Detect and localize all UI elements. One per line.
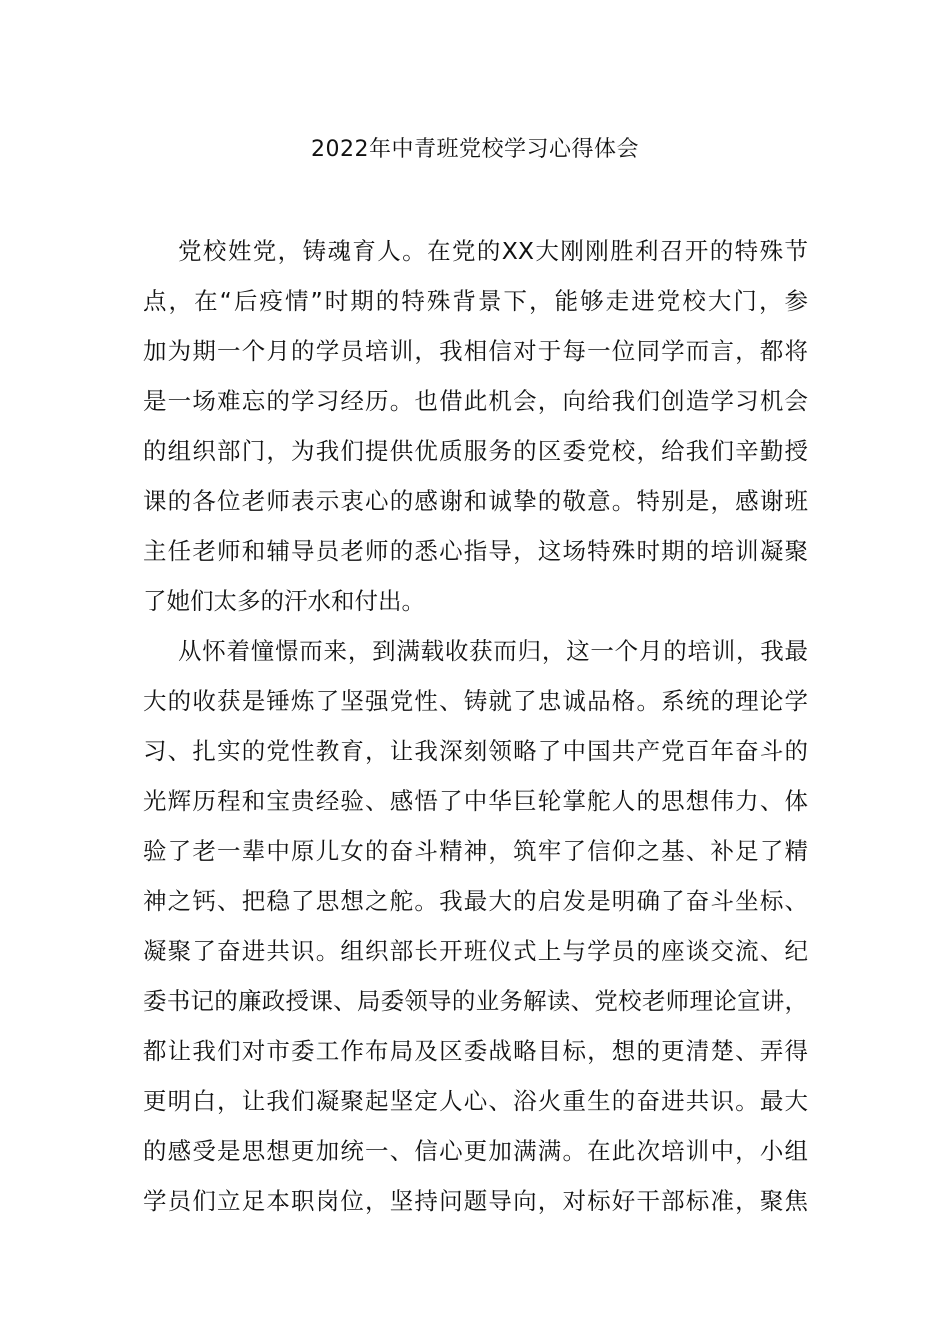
paragraph-line: 都让我们对市委工作布局及区委战略目标，想的更清楚、弄得: [143, 1037, 808, 1065]
paragraph-line: 的组织部门，为我们提供优质服务的区委党校，给我们辛勤授: [143, 437, 808, 465]
paragraph-1: [143, 226, 808, 626]
paragraph-line: 党校姓党，铸魂育人。在党的XX大刚刚胜利召开的特殊节: [178, 237, 808, 265]
paragraph-line: 课的各位老师表示衷心的感谢和诚挚的敬意。特别是，感谢班: [143, 487, 808, 515]
paragraph-line: 凝聚了奋进共识。组织部长开班仪式上与学员的座谈交流、纪: [143, 937, 808, 965]
paragraph-line: 从怀着憧憬而来，到满载收获而归，这一个月的培训，我最: [178, 637, 808, 665]
paragraph-line: 验了老一辈中原儿女的奋斗精神，筑牢了信仰之基、补足了精: [143, 837, 808, 865]
paragraph-line: 神之钙、把稳了思想之舵。我最大的启发是明确了奋斗坐标、: [143, 887, 808, 915]
document-body: [143, 226, 808, 1226]
paragraph-line: 更明白，让我们凝聚起坚定人心、浴火重生的奋进共识。最大: [143, 1087, 808, 1115]
paragraph-line: 主任老师和辅导员老师的悉心指导，这场特殊时期的培训凝聚: [143, 537, 808, 565]
paragraph-line: 点，在“后疫情”时期的特殊背景下，能够走进党校大门，参: [143, 287, 808, 315]
paragraph-line: 学员们立足本职岗位，坚持问题导向，对标好干部标准，聚焦: [143, 1187, 808, 1215]
paragraph-line: 加为期一个月的学员培训，我相信对于每一位同学而言，都将: [143, 337, 808, 365]
paragraph-line: 光辉历程和宝贵经验、感悟了中华巨轮掌舵人的思想伟力、体: [143, 787, 808, 815]
paragraph-line: 大的收获是锤炼了坚强党性、铸就了忠诚品格。系统的理论学: [143, 687, 808, 715]
paragraph-line: 委书记的廉政授课、局委领导的业务解读、党校老师理论宣讲，: [143, 987, 808, 1015]
paragraph-line: 习、扎实的党性教育，让我深刻领略了中国共产党百年奋斗的: [143, 737, 808, 765]
paragraph-line: 了她们太多的汗水和付出。: [143, 587, 425, 615]
paragraph-2: [143, 626, 808, 1226]
paragraph-line: 是一场难忘的学习经历。也借此机会，向给我们创造学习机会: [143, 387, 808, 415]
paragraph-line: 的感受是思想更加统一、信心更加满满。在此次培训中，小组: [143, 1137, 808, 1165]
document-title: 2022年中青班党校学习心得体会: [311, 137, 639, 162]
